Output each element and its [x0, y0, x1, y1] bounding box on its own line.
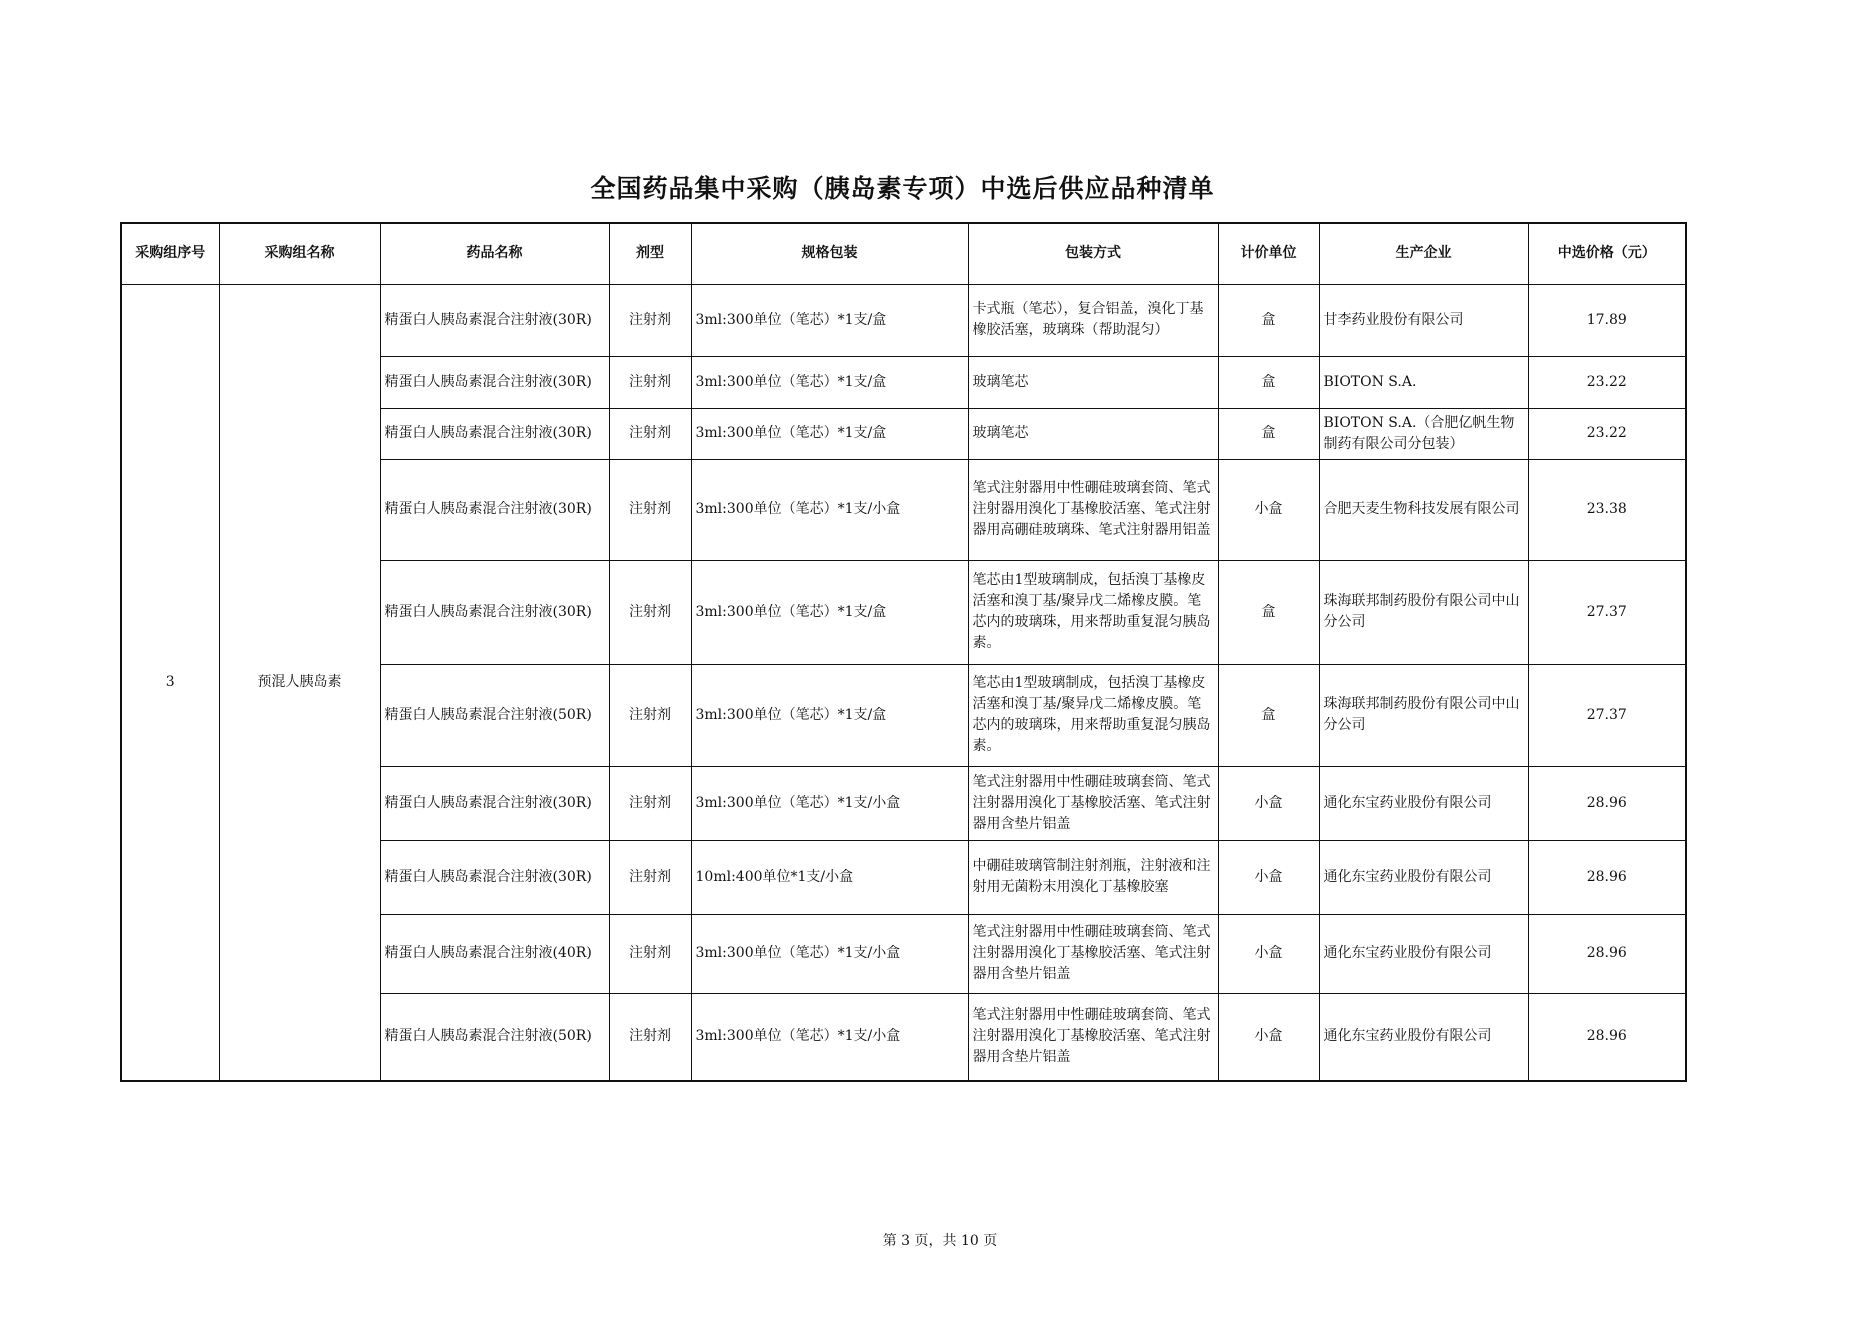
dosage-form: 注射剂 [609, 914, 691, 993]
spec: 3ml:300单位（笔芯）*1支/小盒 [691, 914, 968, 993]
pricing-unit: 盒 [1218, 408, 1319, 459]
packaging: 笔芯由1型玻璃制成，包括溴丁基橡皮活塞和溴丁基/聚异戊二烯橡皮膜。笔芯内的玻璃珠，用来帮助重复混匀胰岛素。 [968, 560, 1218, 664]
pricing-unit: 小盒 [1218, 766, 1319, 840]
price: 28.96 [1528, 993, 1686, 1081]
pricing-unit: 小盒 [1218, 914, 1319, 993]
price: 28.96 [1528, 840, 1686, 914]
pricing-unit: 盒 [1218, 284, 1319, 356]
spec: 3ml:300单位（笔芯）*1支/小盒 [691, 766, 968, 840]
group-number: 3 [121, 284, 219, 1081]
drug-name: 精蛋白人胰岛素混合注射液(50R) [380, 993, 609, 1081]
pricing-unit: 小盒 [1218, 993, 1319, 1081]
manufacturer: 通化东宝药业股份有限公司 [1319, 766, 1528, 840]
dosage-form: 注射剂 [609, 993, 691, 1081]
price: 28.96 [1528, 914, 1686, 993]
dosage-form: 注射剂 [609, 840, 691, 914]
packaging: 笔式注射器用中性硼硅玻璃套筒、笔式注射器用溴化丁基橡胶活塞、笔式注射器用含垫片铝盖 [968, 914, 1218, 993]
spec: 3ml:300单位（笔芯）*1支/盒 [691, 408, 968, 459]
col-header: 生产企业 [1319, 223, 1528, 284]
spec: 3ml:300单位（笔芯）*1支/盒 [691, 664, 968, 766]
manufacturer: 珠海联邦制药股份有限公司中山分公司 [1319, 560, 1528, 664]
pricing-unit: 盒 [1218, 356, 1319, 408]
manufacturer: BIOTON S.A.（合肥亿帆生物制药有限公司分包装） [1319, 408, 1528, 459]
spec: 3ml:300单位（笔芯）*1支/小盒 [691, 459, 968, 560]
col-header: 药品名称 [380, 223, 609, 284]
manufacturer: 甘李药业股份有限公司 [1319, 284, 1528, 356]
packaging: 卡式瓶（笔芯），复合铝盖，溴化丁基橡胶活塞，玻璃珠（帮助混匀） [968, 284, 1218, 356]
packaging: 玻璃笔芯 [968, 356, 1218, 408]
pricing-unit: 小盒 [1218, 459, 1319, 560]
packaging: 中硼硅玻璃管制注射剂瓶，注射液和注射用无菌粉末用溴化丁基橡胶塞 [968, 840, 1218, 914]
dosage-form: 注射剂 [609, 766, 691, 840]
price: 23.22 [1528, 356, 1686, 408]
pricing-unit: 盒 [1218, 664, 1319, 766]
drug-name: 精蛋白人胰岛素混合注射液(30R) [380, 459, 609, 560]
drug-name: 精蛋白人胰岛素混合注射液(30R) [380, 284, 609, 356]
table-row [121, 284, 1686, 356]
group-name: 预混人胰岛素 [219, 284, 380, 1081]
manufacturer: 通化东宝药业股份有限公司 [1319, 914, 1528, 993]
packaging: 笔式注射器用中性硼硅玻璃套筒、笔式注射器用溴化丁基橡胶活塞、笔式注射器用含垫片铝盖 [968, 993, 1218, 1081]
drug-name: 精蛋白人胰岛素混合注射液(30R) [380, 766, 609, 840]
dosage-form: 注射剂 [609, 560, 691, 664]
col-header: 规格包装 [691, 223, 968, 284]
spec: 3ml:300单位（笔芯）*1支/盒 [691, 560, 968, 664]
packaging: 笔式注射器用中性硼硅玻璃套筒、笔式注射器用溴化丁基橡胶活塞、笔式注射器用含垫片铝盖 [968, 766, 1218, 840]
spec: 3ml:300单位（笔芯）*1支/盒 [691, 356, 968, 408]
pricing-unit: 盒 [1218, 560, 1319, 664]
drug-name: 精蛋白人胰岛素混合注射液(50R) [380, 664, 609, 766]
header-row [121, 223, 1686, 284]
manufacturer: 通化东宝药业股份有限公司 [1319, 993, 1528, 1081]
col-header: 计价单位 [1218, 223, 1319, 284]
price: 23.38 [1528, 459, 1686, 560]
price: 27.37 [1528, 560, 1686, 664]
packaging: 玻璃笔芯 [968, 408, 1218, 459]
dosage-form: 注射剂 [609, 664, 691, 766]
page-title: 全国药品集中采购（胰岛素专项）中选后供应品种清单 [590, 174, 1215, 203]
price: 17.89 [1528, 284, 1686, 356]
drug-name: 精蛋白人胰岛素混合注射液(30R) [380, 408, 609, 459]
price: 28.96 [1528, 766, 1686, 840]
spec: 3ml:300单位（笔芯）*1支/小盒 [691, 993, 968, 1081]
drug-name: 精蛋白人胰岛素混合注射液(30R) [380, 560, 609, 664]
page-number: 第 3 页，共 10 页 [882, 1233, 998, 1249]
spec: 3ml:300单位（笔芯）*1支/盒 [691, 284, 968, 356]
drug-name: 精蛋白人胰岛素混合注射液(30R) [380, 840, 609, 914]
col-header: 采购组名称 [219, 223, 380, 284]
dosage-form: 注射剂 [609, 408, 691, 459]
supply-table [120, 222, 1687, 1082]
col-header: 中选价格（元） [1528, 223, 1686, 284]
col-header: 剂型 [609, 223, 691, 284]
pricing-unit: 小盒 [1218, 840, 1319, 914]
manufacturer: 合肥天麦生物科技发展有限公司 [1319, 459, 1528, 560]
manufacturer: 通化东宝药业股份有限公司 [1319, 840, 1528, 914]
price: 27.37 [1528, 664, 1686, 766]
spec: 10ml:400单位*1支/小盒 [691, 840, 968, 914]
packaging: 笔式注射器用中性硼硅玻璃套筒、笔式注射器用溴化丁基橡胶活塞、笔式注射器用高硼硅玻璃珠、笔式注射器用铝盖 [968, 459, 1218, 560]
dosage-form: 注射剂 [609, 284, 691, 356]
dosage-form: 注射剂 [609, 356, 691, 408]
manufacturer: 珠海联邦制药股份有限公司中山分公司 [1319, 664, 1528, 766]
drug-name: 精蛋白人胰岛素混合注射液(40R) [380, 914, 609, 993]
packaging: 笔芯由1型玻璃制成，包括溴丁基橡皮活塞和溴丁基/聚异戊二烯橡皮膜。笔芯内的玻璃珠，用来帮助重复混匀胰岛素。 [968, 664, 1218, 766]
dosage-form: 注射剂 [609, 459, 691, 560]
drug-name: 精蛋白人胰岛素混合注射液(30R) [380, 356, 609, 408]
col-header: 包装方式 [968, 223, 1218, 284]
manufacturer: BIOTON S.A. [1319, 356, 1528, 408]
col-header: 采购组序号 [121, 223, 219, 284]
price: 23.22 [1528, 408, 1686, 459]
